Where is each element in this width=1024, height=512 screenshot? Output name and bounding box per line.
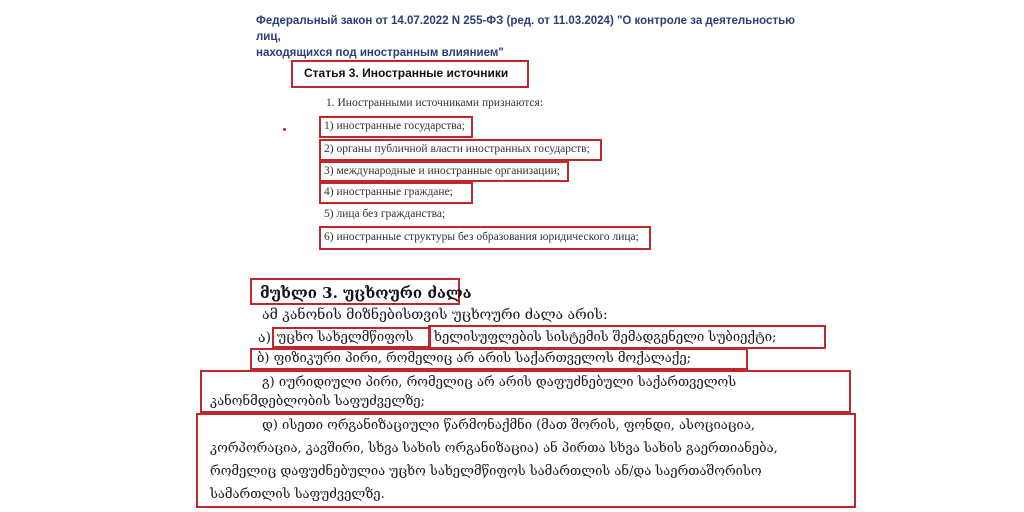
document-header: [256, 13, 816, 61]
header-line-2: находящихся под иностранным влиянием": [256, 47, 504, 59]
ka-item-d-line-1: დ) ისეთი ორგანიზაციული წარმონაქმნი (მათ შორის, ფონდი, ასოციაცია,: [262, 418, 755, 433]
ka-item-b: ბ) ფიზიკური პირი, რომელიც არ არის საქართველოს მოქალაქე;: [257, 351, 692, 366]
ru-item-1: 1) иностранные государства;: [324, 120, 465, 132]
ru-item-5: 5) лица без гражданства;: [324, 208, 446, 220]
ka-article-title: მუხლი 3. უცხოური ძალა: [260, 284, 472, 302]
ru-item-6: 6) иностранные структуры без образования юридического лица;: [324, 231, 639, 243]
ka-item-a-part-2: ხელისუფლების სისტემის შემადგენელი სუბიექტი;: [434, 330, 777, 345]
ru-item-3: 3) международные и иностранные организации;: [324, 165, 560, 177]
ru-article-title: Статья 3. Иностранные источники: [304, 66, 509, 80]
ka-item-g-line-1: გ) იურიდიული პირი, რომელიც არ არის დაფუძნებული საქართველოს: [262, 375, 737, 390]
ka-item-d-line-2: კორპორაცია, კავშირი, სხვა სახის ორგანიზაცია) ან პირთა სხვა სახის გაერთიანება,: [210, 441, 778, 456]
ru-intro: 1. Иностранными источниками признаются:: [326, 97, 544, 109]
ka-intro: ამ კანონის მიზნებისთვის უცხოური ძალა არის:: [262, 307, 608, 323]
ka-item-g-line-2: კანონმდებლობის საფუძველზე;: [210, 394, 425, 409]
ka-item-a-prefix: ა): [258, 330, 272, 346]
ka-item-d-line-4: სამართლის საფუძველზე.: [210, 487, 385, 502]
ru-item-2: 2) органы публичной власти иностранных государств;: [324, 143, 590, 155]
red-dot-marker: [283, 128, 286, 131]
ka-item-a-part-1: უცხო სახელმწიფოს: [277, 330, 414, 345]
ka-item-d-line-3: რომელიც დაფუძნებულია უცხო სახელმწიფოს სამართლის ან/და საერთაშორისო: [210, 464, 762, 479]
header-line-1: Федеральный закон от 14.07.2022 N 255-ФЗ (ред. от 11.03.2024) "О контроле за деятельностью лиц,: [256, 15, 795, 43]
ru-item-4: 4) иностранные граждане;: [324, 186, 453, 198]
